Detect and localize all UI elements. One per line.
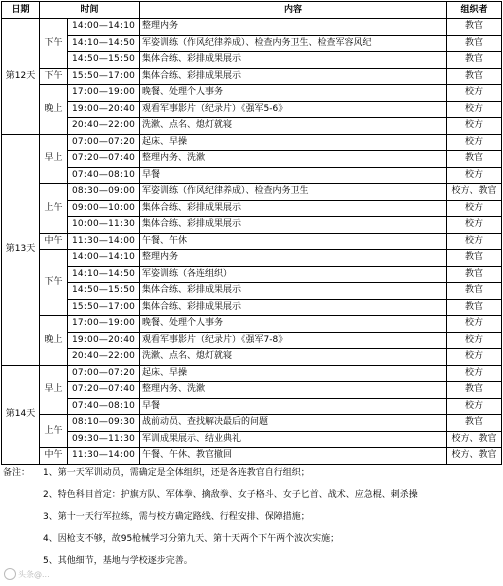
note-row [3,528,501,550]
note-item: 4、因枪支不够，故95枪械学习分第九天、第十天两个下午两个波次实施； [43,534,340,544]
org-cell: 校方 [447,365,502,382]
day-13-label: 第13天 [2,134,40,365]
note-item: 5、其他细节，基地与学校逐步完善。 [43,556,193,566]
org-cell: 校方 [447,101,502,118]
time-cell: 08:30—09:00 [68,184,140,201]
org-cell: 教官 [447,415,502,432]
content-cell: 战前动员、查找解决最后的问题 [140,415,447,432]
header-day: 日期 [2,2,40,19]
time-cell: 09:30—11:30 [68,431,140,448]
org-cell: 校方 [447,134,502,151]
org-cell: 教官 [447,151,502,168]
table-row [2,200,502,217]
time-cell: 14:10—14:50 [68,35,140,52]
note-row [3,484,501,506]
period-forenoon: 上午 [40,415,68,448]
table-row [2,184,502,201]
time-cell: 08:10—09:30 [68,415,140,432]
time-cell: 19:00—20:40 [68,101,140,118]
time-cell: 11:30—14:00 [68,233,140,250]
period-afternoon-2: 下午 [40,68,68,85]
table-row [2,101,502,118]
org-cell: 校方 [447,118,502,135]
header-content: 内容 [140,2,447,19]
time-cell: 14:00—14:10 [68,250,140,267]
time-cell: 20:40—22:00 [68,349,140,366]
time-cell: 17:00—19:00 [68,85,140,102]
org-cell: 教官 [447,19,502,36]
watermark-logo-icon [4,568,16,580]
table-row [2,167,502,184]
content-cell: 洗漱、点名、熄灯就寝 [140,118,447,135]
org-cell: 教官 [447,68,502,85]
time-cell: 17:00—19:00 [68,316,140,333]
table-row [2,151,502,168]
notes-label: 备注： [3,468,31,478]
org-cell: 校方、教官 [447,184,502,201]
content-cell: 军训成果展示、结业典礼 [140,431,447,448]
time-cell: 14:50—15:50 [68,283,140,300]
table-row [2,233,502,250]
content-cell: 整理内务、洗漱 [140,151,447,168]
content-cell: 集体合练、彩排成果展示 [140,68,447,85]
content-cell: 起床、早操 [140,365,447,382]
period-noon: 中午 [40,448,68,465]
time-cell: 15:50—17:00 [68,68,140,85]
table-row [2,217,502,234]
time-cell: 07:40—08:10 [68,398,140,415]
content-cell: 集体合练、彩排成果展示 [140,217,447,234]
table-row [2,349,502,366]
header-time: 时间 [40,2,140,19]
time-cell: 14:10—14:50 [68,266,140,283]
period-afternoon: 下午 [40,250,68,316]
table-row [2,431,502,448]
content-cell: 午餐、午休 [140,233,447,250]
content-cell: 整理内务 [140,250,447,267]
org-cell: 校方 [447,398,502,415]
content-cell: 晚餐、处理个人事务 [140,85,447,102]
period-evening: 晚上 [40,85,68,135]
note-item: 2、特色科目首定：护旗方队、军体拳、擒敌拳、女子格斗、女子匕首、战术、应急棍、刺杀操 [43,490,418,500]
period-noon: 中午 [40,233,68,250]
day-14-label: 第14天 [2,365,40,464]
table-row [2,35,502,52]
org-cell: 教官 [447,35,502,52]
table-row [2,365,502,382]
note-row [3,462,501,484]
content-cell: 早餐 [140,167,447,184]
content-cell: 观看军事影片（纪录片）《强军5-6》 [140,101,447,118]
watermark-text: 头条@... [18,569,50,579]
content-cell: 整理内务、洗漱 [140,382,447,399]
time-cell: 07:40—08:10 [68,167,140,184]
org-cell: 校方 [447,217,502,234]
time-cell: 07:20—07:40 [68,151,140,168]
period-morning: 早上 [40,134,68,184]
watermark [4,568,50,580]
note-row [3,550,501,572]
content-cell: 集体合练、彩排成果展示 [140,283,447,300]
table-row [2,415,502,432]
org-cell: 校方、教官 [447,431,502,448]
org-cell: 校方、教官 [447,448,502,465]
period-evening: 晚上 [40,316,68,366]
content-cell: 观看军事影片（纪录片）《强军7-8》 [140,332,447,349]
note-row [3,506,501,528]
time-cell: 10:00—11:30 [68,217,140,234]
content-cell: 军姿训练（作风纪律养成）、检查内务卫生 [140,184,447,201]
period-morning: 早上 [40,365,68,415]
table-row [2,332,502,349]
content-cell: 洗漱、点名、熄灯就寝 [140,349,447,366]
table-row [2,19,502,36]
time-cell: 07:00—07:20 [68,365,140,382]
content-cell: 整理内务 [140,19,447,36]
note-item: 3、第十一天行军拉练，需与校方确定路线、行程安排、保障措施； [43,512,310,522]
time-cell: 11:30—14:00 [68,448,140,465]
org-cell: 教官 [447,52,502,69]
table-row [2,52,502,69]
table-row [2,382,502,399]
time-cell: 09:00—10:00 [68,200,140,217]
org-cell: 教官 [447,299,502,316]
org-cell: 教官 [447,266,502,283]
table-row [2,85,502,102]
day-12-label: 第12天 [2,19,40,135]
org-cell: 教官 [447,283,502,300]
content-cell: 早餐 [140,398,447,415]
table-row [2,266,502,283]
content-cell: 起床、早操 [140,134,447,151]
org-cell: 校方 [447,85,502,102]
table-row [2,118,502,135]
time-cell: 14:00—14:10 [68,19,140,36]
header-row [2,2,502,19]
time-cell: 20:40—22:00 [68,118,140,135]
content-cell: 集体合练、彩排成果展示 [140,299,447,316]
time-cell: 07:20—07:40 [68,382,140,399]
table-row [2,316,502,333]
content-cell: 集体合练、彩排成果展示 [140,52,447,69]
org-cell: 校方 [447,316,502,333]
table-row [2,68,502,85]
period-forenoon: 上午 [40,184,68,234]
time-cell: 15:50—17:00 [68,299,140,316]
table-row [2,398,502,415]
org-cell: 校方 [447,200,502,217]
schedule-table [1,1,502,465]
org-cell: 教官 [447,382,502,399]
content-cell: 军姿训练（作风纪律养成）、检查内务卫生、检查军容风纪 [140,35,447,52]
notes-section [3,462,501,572]
table-row [2,283,502,300]
table-row [2,134,502,151]
org-cell: 校方 [447,233,502,250]
content-cell: 午餐、午休、教官撤回 [140,448,447,465]
content-cell: 集体合练、彩排成果展示 [140,200,447,217]
table-row [2,299,502,316]
content-cell: 晚餐、处理个人事务 [140,316,447,333]
header-org: 组织者 [447,2,502,19]
time-cell: 07:00—07:20 [68,134,140,151]
org-cell: 校方 [447,167,502,184]
time-cell: 19:00—20:40 [68,332,140,349]
note-item: 1、第一天军训动员，需确定是全体组织，还是各连教官自行组织； [43,468,310,478]
org-cell: 教官 [447,250,502,267]
content-cell: 军姿训练（各连组织） [140,266,447,283]
time-cell: 14:50—15:50 [68,52,140,69]
org-cell: 校方 [447,332,502,349]
table-row [2,250,502,267]
period-afternoon: 下午 [40,19,68,69]
org-cell: 校方 [447,349,502,366]
